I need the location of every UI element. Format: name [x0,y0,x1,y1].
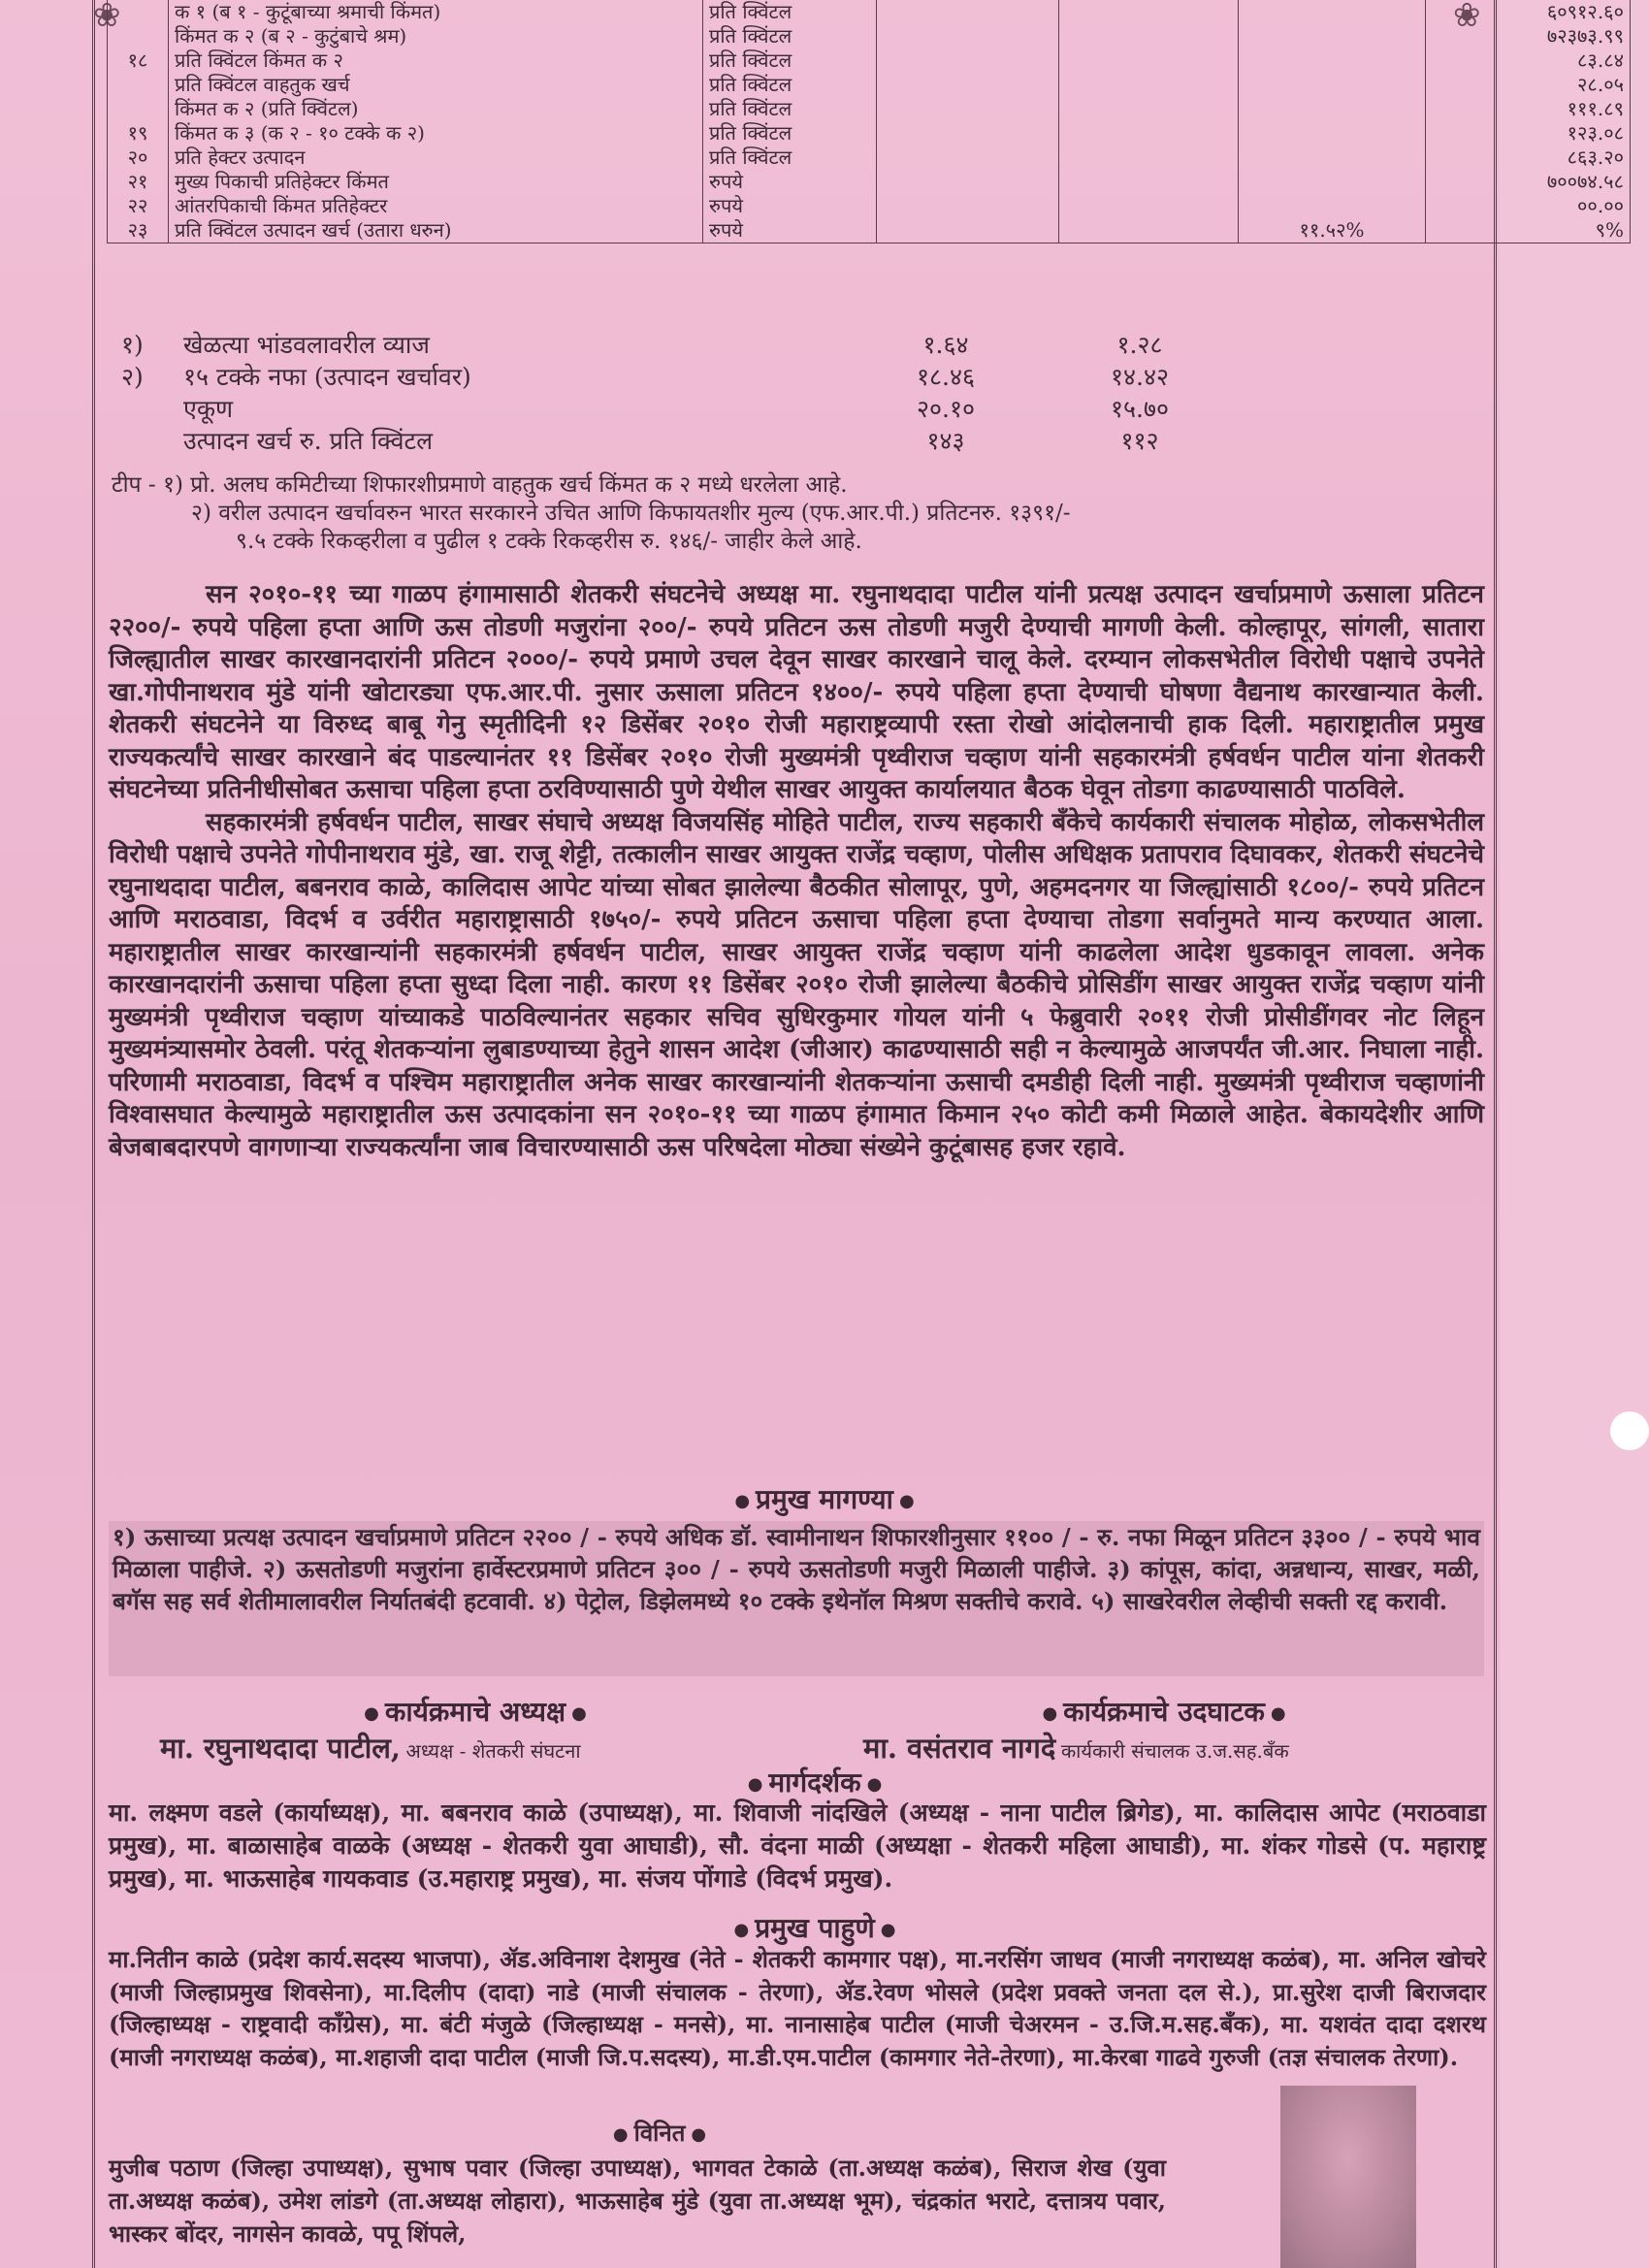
cost-cell: १८ [108,49,169,73]
border-right [1494,0,1497,2268]
interest-no: २) [121,363,144,391]
bullet-icon: ● [733,1920,750,1940]
cost-cell [1059,49,1239,73]
cost-table-row [108,194,1631,218]
interest-label: उत्पादन खर्च रु. प्रति क्विंटल [183,427,434,455]
bullet-icon: ● [880,1920,896,1940]
cost-cell: प्रति क्विंटल [703,146,877,170]
cost-cell [1059,97,1239,121]
cost-cell: ७००७४.५८ [1426,170,1631,194]
cost-cell: आंतरपिकाची किंमत प्रतिहेक्टर [169,194,703,218]
cost-cell [108,0,169,24]
cost-cell: प्रति क्विंटल किंमत क २ [169,49,703,73]
cost-cell [1059,146,1239,170]
cost-cell [1059,121,1239,146]
cost-cell: किंमत क २ (ब २ - कुटुंबाचे श्रम) [169,24,703,49]
interest-label: खेळत्या भांडवलावरील व्याज [183,331,430,359]
interest-v1: २०.१० [917,395,975,423]
cost-cell: क १ (ब १ - कुटूंबाच्या श्रमाची किंमत) [169,0,703,24]
interest-v2: १४.४२ [1111,363,1169,391]
cost-cell: १२३.०८ [1426,121,1631,146]
cost-cell [877,170,1059,194]
demands-box [109,1521,1484,1676]
cost-cell: ८३.८४ [1426,49,1631,73]
cost-cell [877,146,1059,170]
cost-table-row [108,0,1631,24]
cost-cell: १९ [108,121,169,146]
cost-cell [1239,73,1426,97]
page-margin-strip [1500,0,1649,2268]
cost-table-row [108,73,1631,97]
cost-cell [108,24,169,49]
bullet-icon: ● [734,1491,751,1511]
inaugurator-designation: कार्यकारी संचालक उ.ज.सह.बँक [1060,1739,1289,1763]
interest-no: १) [121,331,144,359]
interest-v1: १८.४६ [917,363,975,391]
cost-cell: ११.५२% [1239,218,1426,243]
bullet-icon: ● [1042,1703,1058,1724]
cost-cell: प्रति क्विंटल [703,121,877,146]
interest-v2: १५.७० [1111,395,1169,423]
bullet-icon: ● [866,1774,883,1795]
cost-cell: ७२३७३.९९ [1426,24,1631,49]
cost-cell: किंमत क ३ (क २ - १० टक्के क २) [169,121,703,146]
cost-cell: प्रति क्विंटल वाहतुक खर्च [169,73,703,97]
guides-heading: ● मार्गदर्शक ● [747,1766,883,1798]
cost-cell [1059,0,1239,24]
notes [112,471,1489,556]
guests-text: मा.नितीन काळे (प्रदेश कार्य.सदस्य भाजपा), ॲड.अविनाश देशमुख (नेते - शेतकरी कामगार पक्ष), मा.नरसिंग जाधव (माजी नगराध्यक्ष कळंब), मा. अनिल खोचरे (माजी जिल्हाप्रमुख शिवसेना), मा.दिलीप (दादा) नाडे (माजी संचालक - तेरणा), ॲड.रेवण भोसले (प्रदेश प्रवक्ते जनता दल से.), प्रा.सुरेश दाजी बिराजदार (जिल्हाध्यक्ष - राष्ट्रवादी कॉंग्रेस), मा. बंटी मंजुळे (जिल्हाध्यक्ष - मनसे), मा. नानासाहेब पाटील (माजी चेअरमन - उ.जि.म.सह.बँक), मा. यशवंत दादा दशरथ (माजी नगराध्यक्ष कळंब), मा.शहाजी दादा पाटील (माजी जि.प.सदस्य), मा.डी.एम.पाटील (कामगार नेते-तेरणा), मा.केरबा गाढवे गुरुजी (तज्ञ संचालक तेरणा). [109,1945,1486,2071]
cost-table-row [108,170,1631,194]
interest-label: १५ टक्के नफा (उत्पादन खर्चावर) [183,363,471,391]
cost-cell: रुपये [703,218,877,243]
cost-table-row [108,24,1631,49]
inaugurator-heading: ● कार्यक्रमाचे उदघाटक ● [1042,1696,1286,1728]
note-line: टीप - १) प्रो. अलघ कमिटीच्या शिफारशीप्रमाणे वाहतुक खर्च किंमत क २ मध्ये धरलेला आहे. [112,472,848,498]
cost-cell [1059,194,1239,218]
cost-cell [1059,218,1239,243]
corner-ornament-icon: ❀ [93,0,121,35]
cost-cell: मुख्य पिकाची प्रतिहेक्टर किंमत [169,170,703,194]
cost-cell: १११.८९ [1426,97,1631,121]
cost-cell: २१ [108,170,169,194]
cost-cell: ००.०० [1426,194,1631,218]
demands-heading: ● प्रमुख मागण्या ● [734,1483,915,1515]
cost-cell [1239,97,1426,121]
president-designation: अध्यक्ष - शेतकरी संघटना [405,1739,581,1763]
cost-cell: ८६३.२० [1426,146,1631,170]
cost-table-row [108,218,1631,243]
cost-cell [877,24,1059,49]
cost-cell: ९% [1426,218,1631,243]
guides-text: मा. लक्ष्मण वडले (कार्याध्यक्ष), मा. बबनराव काळे (उपाध्यक्ष), मा. शिवाजी नांदखिले (अध्यक्ष - नाना पाटील ब्रिगेड), मा. कालिदास आपेट (मराठवाडा प्रमुख), मा. बाळासाहेब वाळके (अध्यक्ष - शेतकरी युवा आघाडी), सौ. वंदना माळी (अध्यक्षा - शेतकरी महिला आघाडी), मा. शंकर गोडसे (प. महाराष्ट्र प्रमुख), मा. भाऊसाहेब गायकवाड (उ.महाराष्ट्र प्रमुख), मा. संजय पोंगाडे (विदर्भ प्रमुख). [109,1798,1486,1893]
cost-cell: २८.०५ [1426,73,1631,97]
guests-heading: ● प्रमुख पाहुणे ● [733,1912,896,1944]
interest-v2: ११२ [1120,427,1159,455]
cost-cell: २० [108,146,169,170]
cost-cell: किंमत क २ (प्रति क्विंटल) [169,97,703,121]
cost-table-row [108,146,1631,170]
invitees-text: मुजीब पठाण (जिल्हा उपाध्यक्ष), सुभाष पवार (जिल्हा उपाध्यक्ष), भागवत टेकाळे (ता.अध्यक्ष कळंब), सिराज शेख (युवा ता.अध्यक्ष कळंब), उमेश लांडगे (ता.अध्यक्ष लोहारा), भाऊसाहेब मुंडे (युवा ता.अध्यक्ष भूम), चंद्रकांत भराटे, दत्तात्रय पवार, भास्कर बोंदर, नागसेन कावळे, पपू शिंपले, [109,2154,1166,2248]
interest-v1: १.६४ [922,331,969,359]
demands-text: १) ऊसाच्या प्रत्यक्ष उत्पादन खर्चाप्रमाणे प्रतिटन २२०० / - रुपये अधिक डॉ. स्वामीनाथन शिफारशीनुसार ११०० / - रु. नफा मिळून प्रतिटन ३३०० / - रुपये भाव मिळाला पाहीजे. २) ऊसतोडणी मजुरांना हार्वेस्टरप्रमाणे प्रतिटन ३०० / - रुपये ऊसतोडणी मजुरी मिळाली पाहीजे. ३) कांपूस, कांदा, अन्नधान्य, साखर, मळी, बगॅस सह सर्व शेतीमालावरील निर्यातबंदी हटवावी. ४) पेट्रोल, डिझेलमध्ये १० टक्के इथेनॉल मिश्रण सक्तीचे करावे. ५) साखरेवरील लेव्हीची सक्ती रद्द करावी. [113,1523,1481,1615]
cost-cell [108,73,169,97]
cost-cell [877,0,1059,24]
bullet-icon: ● [1270,1703,1286,1724]
cost-cell: रुपये [703,194,877,218]
cost-cell: ६०९१२.६० [1426,0,1631,24]
cost-cell [1239,49,1426,73]
bullet-icon: ● [691,2124,707,2145]
cost-cell [877,194,1059,218]
cost-cell [1239,24,1426,49]
interest-label: एकूण [183,395,234,423]
invitees-heading: ● विनित ● [612,2119,707,2147]
cost-cell [877,218,1059,243]
cost-cell [877,49,1059,73]
cost-table-row [108,97,1631,121]
cost-cell: प्रति क्विंटल [703,49,877,73]
note-line: २) वरील उत्पादन खर्चावरुन भारत सरकारने उचित आणि किफायतशीर मुल्य (एफ.आर.पी.) प्रतिटनरु. १३९१/- [191,501,1071,526]
interest-v1: १४३ [926,427,965,455]
cost-cell: प्रति हेक्टर उत्पादन [169,146,703,170]
cost-table [107,0,1631,243]
punch-hole [1610,1411,1649,1450]
portrait-photo [1280,2086,1416,2268]
cost-cell [1059,24,1239,49]
bullet-icon: ● [612,2124,629,2145]
cost-cell [1239,170,1426,194]
cost-cell: प्रति क्विंटल उत्पादन खर्च (उतारा धरुन) [169,218,703,243]
cost-cell [877,121,1059,146]
cost-cell [1239,121,1426,146]
inaugurator [863,1729,1289,1766]
cost-cell: प्रति क्विंटल [703,24,877,49]
bullet-icon: ● [571,1703,587,1724]
note-line: ९.५ टक्के रिकव्हरीला व पुढील १ टक्के रिकव्हरीस रु. १४६/- जाहीर केले आहे. [236,529,862,554]
cost-cell: रुपये [703,170,877,194]
cost-cell [1059,73,1239,97]
cost-cell [1239,146,1426,170]
bullet-icon: ● [747,1774,763,1795]
inaugurator-name: मा. वसंतराव नागदे [863,1732,1056,1765]
cost-cell [1239,0,1426,24]
cost-cell [108,97,169,121]
body-paragraph: सहकारमंत्री हर्षवर्धन पाटील, साखर संघाचे अध्यक्ष विजयसिंह मोहिते पाटील, राज्य सहकारी बँकेचे कार्यकारी संचालक मोहोळ, लोकसभेतील विरोधी पक्षाचे उपनेते गोपीनाथराव मुंडे, खा. राजू शेट्टी, तत्कालीन साखर आयुक्त राजेंद्र चव्हाण, पोलीस अधिक्षक प्रतापराव दिघावकर, शेतकरी संघटनेचे रघुनाथदादा पाटील, बबनराव काळे, कालिदास आपेट यांच्या सोबत झालेल्या बैठकीत सोलापूर, पुणे, अहमदनगर या जिल्ह्यांसाठी १८००/- रुपये प्रतिटन आणि मराठवाडा, विदर्भ व उर्वरीत महाराष्ट्रासाठी १७५०/- रुपये प्रतिटन ऊसाचा पहिला हप्ता देण्याचा तोडगा सर्वानुमते मान्य करण्यात आला. महाराष्ट्रातील साखर कारखान्यांनी सहकारमंत्री हर्षवर्धन पाटील, साखर आयुक्त राजेंद्र चव्हाण यांनी काढलेला आदेश धुडकावून लावला. अनेक कारखानदारांनी ऊसाचा पहिला हप्ता सुध्दा दिला नाही. कारण ११ डिसेंबर २०१० रोजी झालेल्या बैठकीचे प्रोसिडींग साखर आयुक्त राजेंद्र चव्हाण यांनी मुख्यमंत्री पृथ्वीराज चव्हाण यांच्याकडे पाठविल्यानंतर सहकार सचिव सुधिरकुमार गोयल यांनी ५ फेब्रुवारी २०११ रोजी प्रोसीडींगवर नोट लिहून मुख्यमंत्र्यासमोर ठेवली. परंतू शेतकऱ्यांना लुबाडण्याच्या हेतुने शासन आदेश (जीआर) काढण्यासाठी सही न केल्यामुळे आजपर्यंत जी.आर. निघाला नाही. परिणामी मराठवाडा, विदर्भ व पश्चिम महाराष्ट्रातील अनेक साखर कारखान्यांनी शेतकऱ्यांना ऊसाची दमडीही दिली नाही. मुख्यमंत्री पृथ्वीराज चव्हाणांनी विश्वासघात केल्यामुळे महाराष्ट्रातील ऊस उत्पादकांना सन २०१०-११ च्या गाळप हंगामात किमान २५० कोटी कमी मिळाले आहेत. बेकायदेशीर आणि बेजबाबदारपणे वागणाऱ्या राज्यकर्त्यांना जाब विचारण्यासाठी ऊस परिषदेला मोठ्या संख्येने कुटूंबासह हजर रहावे. [109,807,1484,1162]
cost-cell [877,97,1059,121]
corner-ornament-icon: ❀ [1453,0,1481,35]
cost-table-row [108,49,1631,73]
president [160,1729,581,1766]
cost-cell [877,73,1059,97]
cost-table-row [108,121,1631,146]
interest-v2: १.२८ [1116,331,1163,359]
president-heading: ● कार्यक्रमाचे अध्यक्ष ● [364,1696,587,1728]
cost-cell: प्रति क्विंटल [703,97,877,121]
body-paragraph: सन २०१०-११ च्या गाळप हंगामासाठी शेतकरी संघटनेचे अध्यक्ष मा. रघुनाथदादा पाटील यांनी प्रत्यक्ष उत्पादन खर्चाप्रमाणे ऊसाला प्रतिटन २२००/- रुपये पहिला हप्ता आणि ऊस तोडणी मजुरांना २००/- रुपये प्रतिटन ऊस तोडणी मजुरी देण्याची मागणी केली. कोल्हापूर, सांगली, सातारा जिल्ह्यातील साखर कारखानदारांनी प्रतिटन २०००/- रुपये प्रमाणे उचल देवून साखर कारखाने चालू केले. दरम्यान लोकसभेतील विरोधी पक्षाचे उपनेते खा.गोपीनाथराव मुंडे यांनी खोटारड्या एफ.आर.पी. नुसार ऊसाला प्रतिटन १४००/- रुपये पहिला हप्ता देण्याची घोषणा वैद्यनाथ कारखान्यात केली. शेतकरी संघटनेने या विरुध्द बाबू गेनु स्मृतीदिनी १२ डिसेंबर २०१० रोजी महाराष्ट्रव्यापी रस्ता रोखो आंदोलनाची हाक दिली. महाराष्ट्रातील प्रमुख राज्यकर्त्यांचे साखर कारखाने बंद पाडल्यानंतर ११ डिसेंबर २०१० रोजी मुख्यमंत्री पृथ्वीराज चव्हाण यांनी सहकारमंत्री हर्षवर्धन पाटील यांना शेतकरी संघटनेच्या प्रतिनीधीसोबत ऊसाचा पहिला हप्ता ठरविण्यासाठी पुणे येथील साखर आयुक्त कार्यालयात बैठक घेवून तोडगा काढण्यासाठी पाठविले. [109,580,1484,804]
body-text [109,579,1484,1164]
president-name: मा. रघुनाथदादा पाटील, [160,1732,401,1765]
cost-cell [1059,170,1239,194]
cost-cell: प्रति क्विंटल [703,73,877,97]
cost-cell: २३ [108,218,169,243]
cost-cell: २२ [108,194,169,218]
bullet-icon: ● [364,1703,379,1724]
cost-cell: प्रति क्विंटल [703,0,877,24]
border-left [92,0,95,2268]
bullet-icon: ● [898,1491,915,1511]
cost-cell [1239,194,1426,218]
